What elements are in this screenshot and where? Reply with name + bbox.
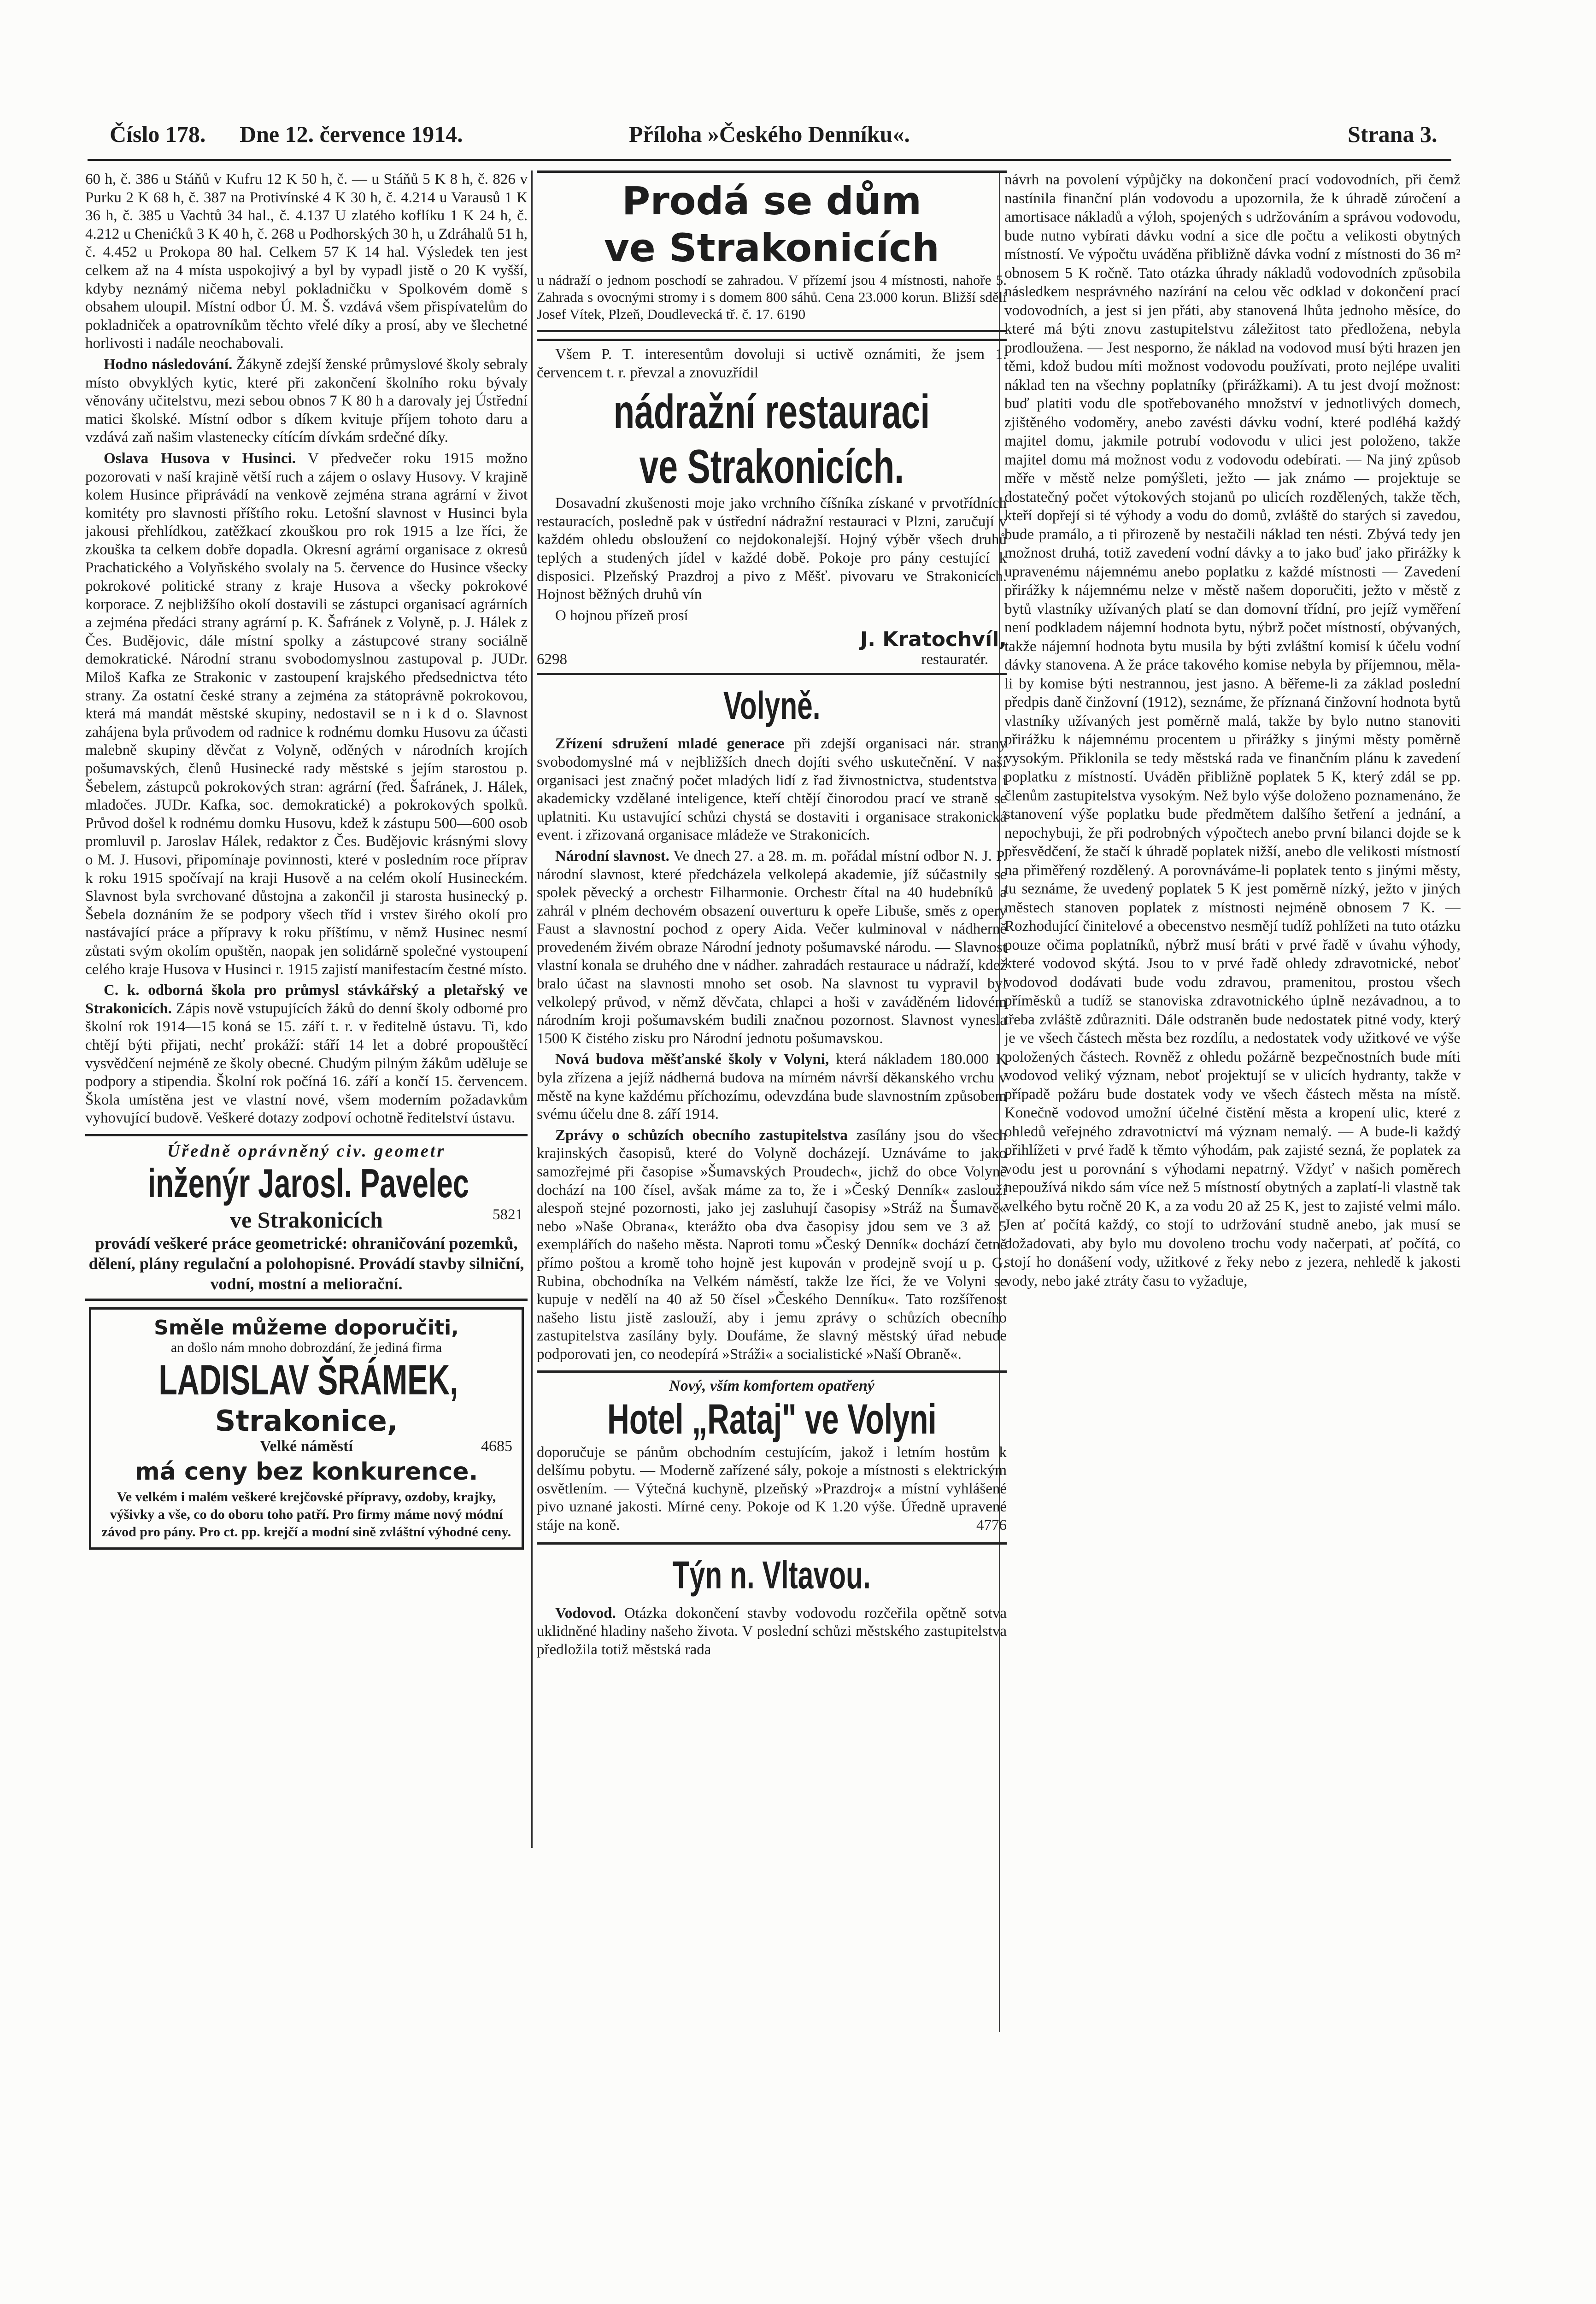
page-header	[106, 121, 1451, 158]
ad-rest-regards: O hojnou přízeň prosí	[555, 607, 688, 624]
ad-hotel	[537, 1370, 1007, 1545]
ad-hotel-text: doporučuje se pánům obchodním cestujícím, jakož i letním hostům k delšímu pobytu. — Moderně zařízené sály, pokoje a místnosti s elektrickým osvětlením. — Výtečná kuchyně, plzeňský »Prazdroj« a místní vyhlášené pivo uznané jakosti. Mírné ceny. Pokoje od K 1.20 výše. Úředně upravené stáje na koně.	[537, 1444, 1007, 1534]
article-budova	[537, 1051, 1007, 1123]
article-narodni-heading: Národní slavnost.	[555, 847, 669, 864]
article-narodni-body: Ve dnech 27. a 28. m. m. pořádal místní odbor N. J. P. národní slavnost, které předcházela velkolepá akademie, jíž súčastnily se spolek pěvecký a orchestr Filharmonie. Orchestr čítal na 40 hudebníků a zahrál v plném dechovém obsazení ouverturu k opeře Libuše, směs z opery Faust a slavnostní pochod z opery Aida. Večer kulminoval v nádherně provedeném živém obraze Národní jednoty pošumavské národu. — Slavnost vlastní konala se druhého dne v nádher. zahradách restaurace u nádraží, kdež bralo účast na slavnosti mnoho set osob. Na slavnost tu vypravil byl velkolepý průvod, v němž děvčata, chlapci a hoši v zaváděném lidovém národním kroji pošumavském budili značnou pozornost. Slavnost vynesla 1500 K čistého zisku pro Národní jednotu pošumavskou.	[537, 847, 1007, 1047]
ad-geometr-place: ve Strakonicích	[230, 1206, 383, 1233]
ad-house-title1: Prodá se dům	[622, 178, 922, 223]
ad-sramek-square: Velké náměstí	[260, 1437, 353, 1455]
ad-rest-text: Dosavadní zkušenosti moje jako vrchního číšníka získané v prvotřídních restauracích, posledně pak v ústřední nádražní restauraci v Plzni, zaručují v každém ohledu obsloužení co nejdokonalejší. Hojný výběr všech druhů teplých a studených jídel v každé době. Pokoje pro pány cestující k disposici. Plzeňský Prazdroj a pivo z Měšť. pivovaru ve Strakonicích. Hojnost běžných druhů vín	[537, 495, 1007, 603]
collection-results: 60 h, č. 386 u Stáňů v Kufru 12 K 50 h, č. — u Stáňů 5 K 8 h, č. 826 v Purku 2 K 68 h, č. 387 na Protivínské 4 K 30 h, č. 4.214 u Varausů 1 K 36 h, č. 385 u Vachtů 34 hal., č. 4.137 U zlatého koflíku 1 K 24 h, č. 4.212 u Chenićků 3 K 40 h, č. 268 u Podhorských 30 h, u Zdráhalů 51 h, č. 4.452 u Prokopa 80 hal. Celkem 57 K 14 hal. Výsledek ten jest celkem až na 4 místa uspokojivý a byl by vypadl jistě o 20 K vyšší, kdyby neznámý ničema nebyl pokladničku v Spolkovém domě s obsahem uloupil. Místní odbor Ú. M. Š. vzdává všem přispívatelům do pokladniček a opatrovníkům těchto vřelé díky a prosí, aby ve šlechetné horlivosti i nadále neochabovali.	[85, 171, 528, 352]
article-budova-body: která nákladem 180.000 K byla zřízena a jejíž nádherná budova na mírném návrší děkanského vrchu v městě na kyne každému příchozímu, odevzdána bude slavnostním způsobem svému účelu dne 8. září 1914.	[537, 1051, 1007, 1123]
article-zpravy-heading: Zprávy o schůzích obecního zastupitelstva	[555, 1127, 848, 1144]
article-oslava-body: V předvečer roku 1915 možno pozorovati v naší krajině větší ruch a zájem o oslavy Husovy. V krajině kolem Husince připrávádí na venkově zejména strana agrární v život komitéty pro slavnosti příštího roku. Letošní slavnost v Husinci byla jakousi přehlídkou, zatěžkací zkouškou pro rok 1915 a lze říci, že zkouška ta celkem dobře dopadla. Okresní agrární organisace z okresů Prachatického a Volyňského svolaly na 5. července do Husince všecky pokrokové politické strany z kraje Husova a všecky pokrokové korporace. Z nejbližšího okolí dostavili se zástupci organisací agrárních a zejména předáci strany agrární p. K. Šafránek z Volyně, p. J. Hálek z Čes. Budějovic, dále místní spolky a zástupcové strany sociálně demokratické. Národní stranu svobodomyslnou zastupoval p. JUDr. Miloš Kafka ze Strakonic v zastoupení krajského předsednictva této strany. Za ostatní české strany a zejména za státoprávně pokrokovou, která má mandát městské skupiny, nedostavil se n i k d o. Slavnost zahájena byla průvodem od radnice k rodnému domku Husovu za účasti malebně skupiny děvčat z Volyně, oděných v národních krojích pošumavských, členů Husinecké rady městské s jejím starostou p. Šebelem, zástupců pokrokových stran: agrární (řed. Šafránek, J. Hálek, mladočes. JUDr. Kafka, soc. demokratické) a pokrokových spolků. Průvod došel k rodnému domku Husovu, kdež k zástupu 500—600 osob promluvil p. Jaroslav Hálek, redaktor z Čes. Budějovic krásnými slovy o M. J. Husovi, připomínaje povinnosti, které v posledním roce příprav k roku 1915 spočívají na kraji Husově a na celém okolí Husineckém. Slavnost byla svrchované důstojna a zakončil ji starosta husinecký p. Šebela doznáním že se podpory všech tříd i vrstev širého okolí pro nastávající práce a přípravy k roku příštímu, v němž Husinec nesmí zůstati svým okolím opuštěn, naopak jen solidárně společné vystoupení celého kraje Husova v Husinci r. 1915 zajistí manifestacím čestné místo.	[85, 450, 528, 978]
ad-rest-role: restauratér.	[921, 651, 988, 668]
ad-geometr	[85, 1134, 528, 1301]
ad-house-number: 6190	[777, 306, 806, 322]
article-hodno	[85, 356, 528, 447]
ad-sramek	[89, 1307, 524, 1550]
article-zpravy	[537, 1127, 1007, 1364]
ad-house-title2: ve Strakonicích	[604, 225, 939, 270]
ad-hotel-line1: Nový, vším komfortem opatřený	[669, 1377, 874, 1394]
ad-geometr-text: provádí veškeré práce geometrické: ohraničování pozemků, dělení, plány regulační a polohopisné. Provádí stavby silniční, vodní, mostní a meliorační.	[88, 1234, 524, 1293]
article-oslava-heading: Oslava Husova v Husinci.	[104, 450, 296, 467]
ad-sramek-slogan: má ceny bez konkurence.	[135, 1458, 478, 1486]
column-1	[85, 170, 528, 2198]
article-skola	[85, 982, 528, 1128]
ad-rest-title1: nádražní restauraci	[613, 385, 930, 439]
supplement-title: Příloha »Českého Denníku«.	[629, 121, 910, 147]
article-budova-heading: Nová budova měšťanské školy v Volyni,	[555, 1051, 829, 1068]
column-2	[537, 170, 1007, 2221]
issue-date: Dne 12. července 1914.	[240, 121, 463, 147]
ad-sramek-city: Strakonice,	[215, 1404, 398, 1438]
column-3	[1004, 170, 1461, 2221]
article-zrizeni	[537, 735, 1007, 845]
article-zrizeni-heading: Zřízení sdružení mladé generace	[555, 735, 785, 752]
article-oslava	[85, 450, 528, 979]
article-skola-body: Zápis nově vstupujících žáků do denní školy odborné pro školní rok 1914—15 koná se 15. září t. r. v ředitelně ústavu. Ti, kdo chtějí býti přijati, nechť prokáží: stáří 14 let a dobré propouštěcí vysvědčení nejméně ze školy obecné. Chudým pilným žákům uděluje se podpory a stipendia. Školní rok počíná 16. září a končí 15. červencem. Škola umístěna jest ve vlastní nové, všem moderním požadavkům vyhovující budově. Veškeré dotazy zodpoví ochotně ředitelství ústavu.	[85, 1000, 528, 1127]
ad-sramek-line2: an došlo nám mnoho dobrozdání, že jediná firma	[170, 1340, 442, 1355]
article-hodno-heading: Hodno následování.	[104, 356, 233, 373]
section-volyne-title: Volyně.	[723, 684, 821, 728]
ad-sramek-text: Ve velkém i malém veškeré krejčovské přípravy, ozdoby, krajky, výšivky a vše, co do oboru toho patří. Pro firmy máme nový módní závod pro pány. Pro ct. pp. krejčí a modní sině zvláštní výhodné ceny.	[101, 1489, 511, 1540]
article-skola-heading: C. k. odborná škola pro průmysl stávkářský a pletařský ve Strakonicích.	[85, 982, 528, 1017]
ad-geometr-line1: Úředně oprávněný civ. geometr	[167, 1141, 446, 1161]
ad-rest-signature: J. Kratochvíl,	[860, 628, 1007, 652]
ad-rest-intro: Všem P. T. interesentům dovoluji si uctivě oznámiti, že jsem 1. červencem t. r. převzal a znovuzřídil	[537, 346, 1007, 381]
page-number: Strana 3.	[1348, 121, 1438, 147]
ad-geometr-name: inženýr Jarosl. Pavelec	[147, 1160, 469, 1206]
section-tyn-title: Týn n. Vltavou.	[672, 1553, 871, 1597]
article-vodovod	[537, 1605, 1007, 1659]
ad-geometr-number: 5821	[493, 1206, 523, 1223]
ad-rest-title2: ve Strakonicích.	[639, 440, 904, 494]
article-zrizeni-body: při zdejší organisaci nár. strany svobodomyslné má v nejbližších dnech dojíti svého uskutečnění. V naší organisaci jest značný počet mladých lidí z řad živnostnictva, studentstva i akademicky vzdělané inteligence, kteří chtějí činorodou prací ve straně se uplatniti. Ku ustavující schůzi chystá se dostaviti i organisace strakonická event. i zřizovaná organisace mládeže ve Strakonicích.	[537, 735, 1007, 844]
article-vodovod-body: Otázka dokončení stavby vodovodu rozčeřila opětně sotva uklidněné hladiny našeho života. V poslední schůzi městského zastupitelstva předložila totiž městská rada	[537, 1605, 1007, 1658]
ad-restaurant	[537, 339, 1007, 675]
header-rule	[88, 159, 1451, 161]
article-hodno-body: Žákyně zdejší ženské průmyslové školy sebraly místo obvyklých kytic, které při zakončení školního roku bývaly věnovány učitelstvu, mezi sebou obnos 7 K 80 h a darovaly jej Ústřední matici školské. Místní odbor s díkem kvituje příjem tohoto daru a vzdává zaň našim vlastenecky cítícím dívkám srdečné díky.	[85, 356, 528, 446]
issue-number: Číslo 178.	[110, 121, 206, 147]
ad-house-text: u nádraží o jednom poschodí se zahradou. V přízemí jsou 4 místnosti, nahoře 5. Zahrada s ovocnými stromy i s domem 800 sáhů. Cena 23.000 korun. Bližší sdělí Josef Vítek, Plzeň, Doudlevecká tř. č. 17.	[537, 272, 1007, 322]
article-narodni	[537, 847, 1007, 1048]
ad-sramek-number: 4685	[481, 1437, 512, 1455]
ad-sramek-name: LADISLAV ŠRÁMEK,	[158, 1356, 458, 1404]
article-vodovod-continued: návrh na povolení výpůjčky na dokončení prací vodovodních, při čemž nastínila finanční plán vodovodu a upozornila, že k úhradě zúročení a amortisace nákladů a výloh, spojených s udržováním a správou vodovodu, bude nutno vybírati dávku vodní a sice dle počtu a velikosti obytných místností. Ve výpočtu uváděna přibližně dávka vodní z místnosti do 36 m² obnosem 5 K ročně. Tato otázka úhrady nákladů vodovodních způsobila následkem nesprávného nazírání na celou věc odklad v dokončení prací vodovodních, a jest si jen přáti, aby stanovená lhůta jednoho měsíce, do které má býti znovu zastupitelstvu záležitost tato předložena, nebyla prodloužena. — Jest nesporno, že náklad na vodovod musí býti hrazen jen těmi, kdož budou míti možnost vodovodu používati, proto nejlépe uvaliti náklad ten na všechny poplatníky (přirážkami). A tu jest dvojí možnost: buď platiti vodu dle spotřebovaného množství v jednotlivých domech, zjištěného vodoměry, anebo zavésti dávku vodní, které podléhá každý majitel domu, jakmile potrubí vodovodu v ulici jest položeno, takže majitel domu má možnost vodu z vodovodu odebírati. — Na jiný způsob měře v městě nelze pomýšleti, ježto — jak známo — projektuje se dostatečný počet výtokových stojanů po ulicích rozdělených, takže těch, kteří dopřejí si té výhody a vodu do domů, zvláště do starých si zavedou, bude pramálo, a ti přirozeně by nestačili náklad ten nésti. Zbývá tedy jen možnost druhá, totiž zavedení vodní dávky a to jako buď jako přirážky k upravenému nájemnému anebo poplatku z každé místnosti — Zavedení přirážky k nájemnému nelze v městě našem doporučiti, ježto v městě z bytů vlastníky užívaných platí se dan domovní třídní, pro jejíž vyměření není podkladem nájemní hodnota bytu, nýbrž počet místností, obývaných, takže nájemní hodnota bytu musila by býti zvláštní komisí k účelu vodní dávky stanovena. A že práce takového komise nebyla by příjemnou, měla-li by komise býti nestrannou, jest jasno. A běřeme-li za základ poslední předpis daně činžovní (1912), seznáme, že příznaná činžovní hodnota bytů vlastníky užívaných jest poměrně malá, takže by bylo nutno stanoviti přirážku k nájemnému procentem u přirážky s jinými městy poměrně vysokým. Přiklonila se tedy městská rada ve finančním plánu k zavedení poplatku z místností. Uváděn přibližně poplatek 5 K, který zdál se pp. členům zastupitelstva vysokým. Než bylo výše doloženo poznamenáno, že stanovení výše poplatku bude předmětem dalšího šetření a jednání, a nepochybuji, že při podrobných výpočtech anebo první bilanci dojde se k přesvědčení, že stačí k úhradě poplatek nižší, anebo dle velikosti místností na přiměřený rozdělený. A porovnáváme-li poplatek tento s jinými městy, tu seznáme, že uvedený poplatek 5 K jest poměrně nízký, ježto v jiných městech stanoven poplatek z místnosti nejméně obnosem 7 K. — Rozhodující činitelové a obecenstvo nesmějí tudíž pohlížeti na tuto otázku pouze očima poplatníků, nýbrž musí bráti v prvé řadě v úvahu výhody, které vodovod skýtá. Jsou to v prvé řadě ohledy zdravotnické, neboť vodovod dodávati bude vodu zdravou, pramenitou, prostou všech příměsků a tudíž se stanoviska zdravotnického úplně nezávadnou, a to třeba zvláště zdůrazniti. Dále odstraněn bude nedostatek pitné vody, který je ve všech částech města bez rozdílu, a nedostatek vody užitkové ve výše položených částech. Rovněž z ohledu požárně bezpečnostních bude míti vodovod veliký význam, neboť projektují se v ulicích hydranty, takže v případě požáru bude dostatek vody ve všech částech města na místě. Konečně vodovod umožní účelné čistění města a kropení ulic, které z ohledů veřejného zdravotnictví má význam nemalý. — A bude-li každý přihlížeti v prvé řadě k těmto výhodám, pak zajisté sezná, že poplatek za vodu jest u porovnání s výhodami nepatrný. Vždyť v našich poměrech nepoužívá nikdo sám více než 5 místností obytných a zaplatí-li vlastně tak velkého bytu ročně 20 K, a za vodu 20 až 25 K, jest to zajisté velmi málo. Jen ať počítá každý, co stojí to udržování studně anebo, jak musí se dožadovati, aby bylo mu dovoleno trochu vody načerpati, ať počítá, co stojí ho donášení vody, užitkové z řeky nebo z jezera, nehledě k jakosti vody, nebo jaké ztráty času to vyžaduje,	[1004, 171, 1461, 1289]
ad-sramek-line1: Směle můžeme doporučiti,	[154, 1316, 459, 1340]
article-vodovod-heading: Vodovod.	[555, 1605, 616, 1622]
ad-house-sale	[537, 170, 1007, 332]
ad-rest-number: 6298	[537, 651, 567, 668]
article-zpravy-body: zasílány jsou do všech krajinských časopisů, které do Volyně docházejí. Uznáváme to jako samozřejmé při časopise »Šumavských Proudech«, jichž do obce Volyně dochází na 100 čísel, avšak máme za to, že i »Český Denník« zaslouží alespoň stejné pozornosti, jako jej zasluhují časopisy »Stráž na Šumavě« nebo »Naše Obrana«, kterážto oba dva časopisy jdou sem ve 3 až 5 exemplářích do našeho města. Naproti tomu »Český Denník« dochází četně přímo poštou a kromě toho hojně jest kupován v prodejně svojí u p. G. Rubina, obchodníka na Velkém náměstí, takže lze říci, že ve Volyni se kupuje v nedělí na 40 až 50 čísel »Českého Denníku«. Tato rozšířenost našeho listu jistě zaslouží, aby i jemu zprávy o schůzích obecního zastupitelstva zasílány byly. Doufáme, že slavný městský úřad nebude podporovati jen, co neodepírá »Stráži« a socialistické »Naší Obraně«.	[537, 1127, 1007, 1363]
column-rule-1	[531, 170, 533, 1848]
ad-hotel-title: Hotel „Rataj" ve Volyni	[607, 1395, 937, 1443]
ad-hotel-number: 4776	[976, 1516, 1007, 1534]
